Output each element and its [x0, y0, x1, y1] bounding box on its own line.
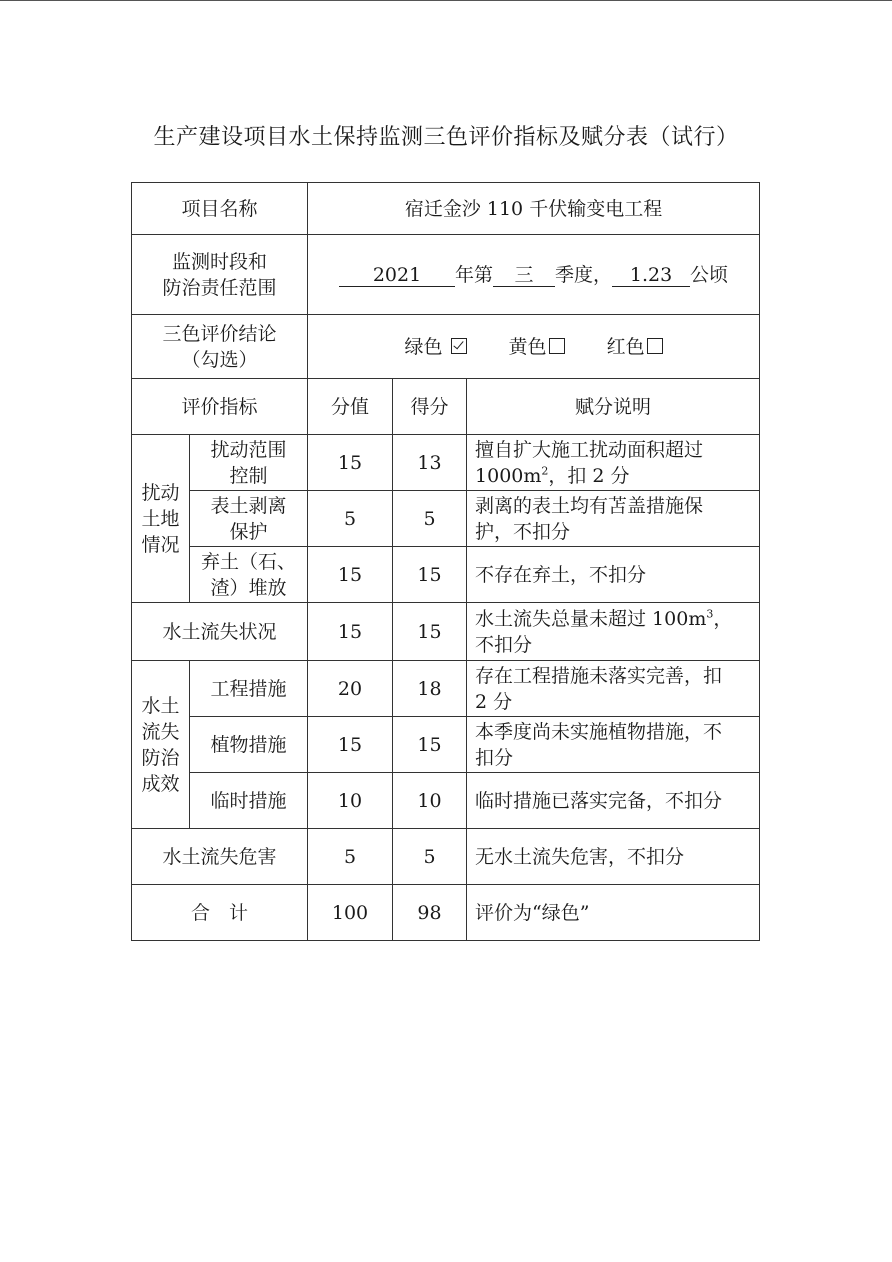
- score-value: 20: [308, 661, 393, 717]
- score-value: 15: [308, 603, 393, 661]
- top-border-line: [0, 0, 892, 1]
- period-area-unit: 公顷: [690, 263, 729, 286]
- total-label: 合 计: [132, 885, 308, 941]
- conclusion-label-line1: 三色评价结论: [162, 322, 277, 345]
- period-year-suffix: 年第: [455, 263, 494, 286]
- indicator-name-line: 渣）堆放: [210, 576, 287, 599]
- conclusion-row: [132, 315, 760, 379]
- score-got: 15: [393, 547, 467, 603]
- header-row: [132, 379, 760, 435]
- explanation-line: 2 分: [475, 690, 513, 713]
- explanation: [467, 717, 760, 773]
- indicator-name: 水土流失状况: [132, 603, 308, 661]
- score-value: 15: [308, 717, 393, 773]
- indicator-name-line: 控制: [229, 464, 268, 487]
- superscript: 2: [541, 464, 549, 478]
- total-score: 98: [393, 885, 467, 941]
- period-label: [132, 235, 308, 315]
- evaluation-table: [131, 182, 760, 941]
- period-area: 1.23: [612, 264, 690, 287]
- option-yellow-label: 黄色: [508, 335, 547, 358]
- explanation-text: ，: [713, 607, 733, 630]
- option-green[interactable]: [404, 336, 466, 358]
- group-line: 土地: [141, 507, 180, 530]
- score-value: 5: [308, 491, 393, 547]
- explanation-line: 剥离的表土均有苫盖措施保: [475, 494, 704, 517]
- indicator-name: 临时措施: [190, 773, 308, 829]
- header-explanation: 赋分说明: [467, 379, 760, 435]
- explanation-line: 擅自扩大施工扰动面积超过: [475, 438, 704, 461]
- group-line: 情况: [141, 533, 180, 556]
- explanation: 临时措施已落实完备，不扣分: [467, 773, 760, 829]
- checkbox-empty-icon[interactable]: [647, 338, 663, 354]
- explanation-line: [475, 463, 753, 489]
- conclusion-label-line2: （勾选）: [181, 348, 258, 371]
- score-got: 15: [393, 717, 467, 773]
- indicator-name: [190, 435, 308, 491]
- table-row: [132, 603, 760, 661]
- project-label: 项目名称: [132, 183, 308, 235]
- conclusion-label: [132, 315, 308, 379]
- group-line: 成效: [141, 772, 180, 795]
- table-row: [132, 829, 760, 885]
- option-red[interactable]: [607, 336, 663, 358]
- project-row: [132, 183, 760, 235]
- checkbox-empty-icon[interactable]: [549, 338, 565, 354]
- explanation: [467, 603, 760, 661]
- score-got: 13: [393, 435, 467, 491]
- table-row: [132, 491, 760, 547]
- group-disturbance: [132, 435, 190, 603]
- checkbox-checked-icon[interactable]: [451, 338, 467, 354]
- explanation-line: 存在工程措施未落实完善，扣: [475, 664, 723, 687]
- indicator-name-line: 表土剥离: [210, 494, 287, 517]
- score-value: 10: [308, 773, 393, 829]
- score-got: 10: [393, 773, 467, 829]
- period-label-line1: 监测时段和: [172, 250, 268, 273]
- indicator-name: [190, 491, 308, 547]
- indicator-name: 植物措施: [190, 717, 308, 773]
- explanation-text: 水土流失总量未超过 100m: [475, 607, 707, 630]
- indicator-name-line: 弃土（石、: [201, 550, 297, 573]
- indicator-name-line: 保护: [229, 520, 268, 543]
- explanation-text: 1000m: [475, 464, 542, 487]
- explanation: 不存在弃土，不扣分: [467, 547, 760, 603]
- score-value: 15: [308, 547, 393, 603]
- option-yellow[interactable]: [509, 336, 565, 358]
- table-row: [132, 717, 760, 773]
- explanation: [467, 435, 760, 491]
- explanation: [467, 491, 760, 547]
- period-year: 2021: [339, 264, 455, 287]
- explanation-line: 扣分: [475, 746, 514, 769]
- header-score-got: 得分: [393, 379, 467, 435]
- indicator-name: 水土流失危害: [132, 829, 308, 885]
- table-row: [132, 773, 760, 829]
- score-got: 18: [393, 661, 467, 717]
- explanation-line: 不扣分: [475, 633, 533, 656]
- explanation: [467, 661, 760, 717]
- score-value: 15: [308, 435, 393, 491]
- score-got: 15: [393, 603, 467, 661]
- total-value: 100: [308, 885, 393, 941]
- explanation-line: 护，不扣分: [475, 520, 571, 543]
- table-row: [132, 547, 760, 603]
- header-score-value: 分值: [308, 379, 393, 435]
- option-red-label: 红色: [606, 335, 645, 358]
- indicator-name: 工程措施: [190, 661, 308, 717]
- conclusion-options: [308, 315, 760, 379]
- superscript: 3: [706, 607, 714, 621]
- explanation-line: [475, 606, 753, 632]
- table-row: [132, 661, 760, 717]
- explanation: 无水土流失危害，不扣分: [467, 829, 760, 885]
- period-label-line2: 防治责任范围: [162, 276, 277, 299]
- score-got: 5: [393, 491, 467, 547]
- indicator-name-line: 扰动范围: [210, 438, 287, 461]
- group-line: 流失: [141, 720, 180, 743]
- period-quarter-suffix: 季度，: [555, 263, 613, 286]
- period-value: [308, 235, 760, 315]
- period-row: [132, 235, 760, 315]
- score-value: 5: [308, 829, 393, 885]
- group-line: 防治: [141, 746, 180, 769]
- score-got: 5: [393, 829, 467, 885]
- option-green-label: 绿色: [404, 335, 443, 358]
- group-control: [132, 661, 190, 829]
- project-name: 宿迁金沙 110 千伏输变电工程: [308, 183, 760, 235]
- indicator-name: [190, 547, 308, 603]
- explanation-text: ，扣 2 分: [548, 464, 630, 487]
- table-row: [132, 435, 760, 491]
- total-explanation: 评价为“绿色”: [467, 885, 760, 941]
- explanation-line: 本季度尚未实施植物措施，不: [475, 720, 723, 743]
- document-title: 生产建设项目水土保持监测三色评价指标及赋分表（试行）: [153, 125, 739, 150]
- header-indicator: 评价指标: [132, 379, 308, 435]
- group-line: 扰动: [141, 481, 180, 504]
- group-line: 水土: [141, 694, 180, 717]
- period-quarter: 三: [493, 264, 555, 287]
- total-row: [132, 885, 760, 941]
